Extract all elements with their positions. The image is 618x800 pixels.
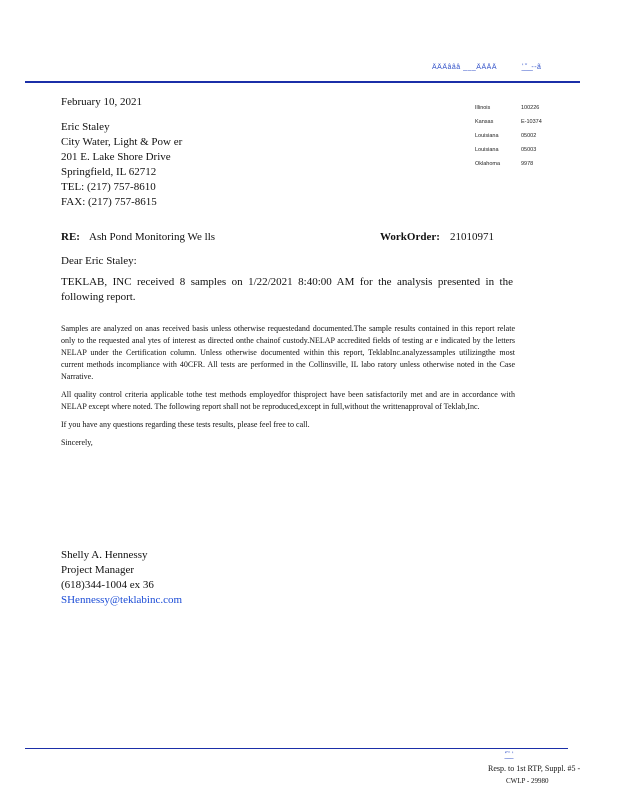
recipient-tel: TEL: (217) 757-8610 xyxy=(61,181,156,193)
letter-date: February 10, 2021 xyxy=(61,96,142,108)
body-paragraph-quality: All quality control criteria applicable tothe test methods employedfor thisproject have been satisfactorily met and are in accordance with NELAP except where noted. The following report shall not be reproduced,except in full,without the writtenapproval of Teklab,Inc. xyxy=(61,390,515,411)
body-paragraph-disclaimer: Samples are analyzed on anas received basis unless otherwise requestedand documented.The sample results contained in this report relate only to the requested anal ytes of interest as directed onthe chainof custody.NELAP accredited fields of testing ar e indicated by the letters NELAP under the Certification column. Unless otherwise documented within this report, TeklabInc.analyzessamples utilizingthe most current methods incompliance with 40CFR. All tests are performed in the Collinsville, IL labo ratory unless otherwise noted in the Case Narrative. xyxy=(61,324,515,381)
recipient-company: City Water, Light & Pow er xyxy=(61,136,183,148)
signer-title: Project Manager xyxy=(61,564,134,576)
certification-row xyxy=(475,157,542,171)
intro-paragraph: TEKLAB, INC received 8 samples on 1/22/2021 8:40:00 AM for the analysis presented in the following report. xyxy=(61,276,513,303)
cert-state: Oklahoma xyxy=(475,161,501,167)
footer-divider xyxy=(25,748,568,749)
cert-number: 100226 xyxy=(521,105,540,111)
recipient-fax: FAX: (217) 757-8615 xyxy=(61,196,157,208)
body-text xyxy=(61,323,515,449)
cert-state: Louisiana xyxy=(475,147,499,153)
signer-email-link[interactable]: SHennessy@teklabinc.com xyxy=(61,594,183,606)
footer-document-id: CWLP - 29980 xyxy=(506,777,549,785)
recipient-name: Eric Staley xyxy=(61,121,110,133)
cert-state: Illinois xyxy=(475,105,491,111)
header-divider xyxy=(25,81,580,83)
signature-block xyxy=(61,548,182,608)
re-subject: Ash Pond Monitoring We lls xyxy=(89,231,216,243)
cert-number: 9978 xyxy=(521,161,534,167)
signer-phone: (618)344-1004 ex 36 xyxy=(61,579,154,591)
certification-row xyxy=(475,115,542,129)
recipient-block xyxy=(61,120,182,210)
company-logo-text: ÄÄÄâââ ___ÄÄÄÄ xyxy=(432,64,497,71)
cert-number: 05002 xyxy=(521,133,537,139)
recipient-city: Springfield, IL 62712 xyxy=(61,166,157,178)
certification-row xyxy=(475,143,542,157)
footer-response-ref: Resp. to 1st RTP, Suppl. #5 - xyxy=(488,764,581,773)
cert-number: E-10374 xyxy=(521,119,542,125)
company-logo-mark: ʻ̲ ̲̍̌ ̲̲ ̲--ã xyxy=(522,64,542,71)
salutation: Dear Eric Staley: xyxy=(61,255,137,267)
certification-row xyxy=(475,101,542,115)
cert-state: Kansas xyxy=(475,119,494,125)
certification-list xyxy=(475,101,542,171)
body-paragraph-questions: If you have any questions regarding these tests results, please feel free to call. xyxy=(61,420,310,429)
footer-mark: ʻ̲̋ ̲̲̂ ̲ʻ xyxy=(505,752,514,759)
workorder-label: WorkOrder: xyxy=(380,231,440,243)
closing: Sincerely, xyxy=(61,438,93,447)
signer-name: Shelly A. Hennessy xyxy=(61,549,148,561)
workorder-number: 21010971 xyxy=(450,231,494,243)
certification-row xyxy=(475,129,542,143)
recipient-street: 201 E. Lake Shore Drive xyxy=(61,151,171,163)
cert-state: Louisiana xyxy=(475,133,499,139)
cert-number: 05003 xyxy=(521,147,537,153)
re-label: RE: xyxy=(61,231,80,243)
